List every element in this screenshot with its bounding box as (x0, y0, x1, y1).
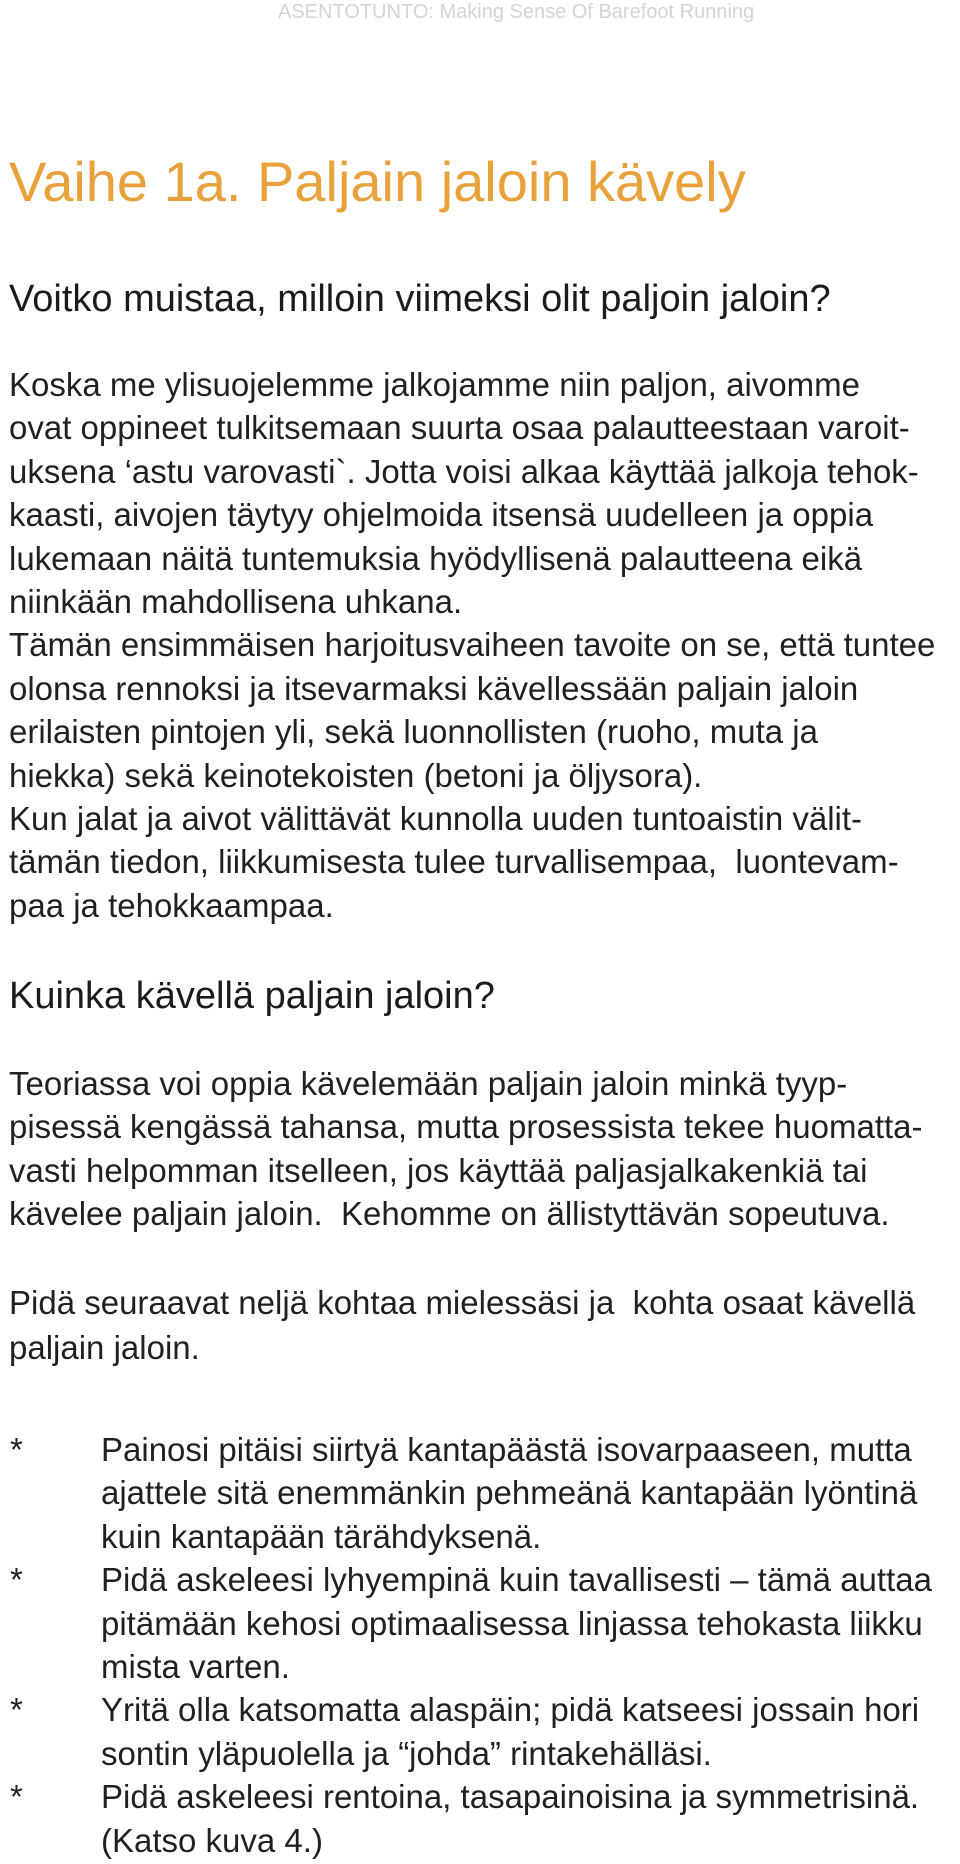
intro-line: hiekka) sekä keinotekoisten (betoni ja öljysora). (9, 756, 703, 794)
tip-line: Painosi pitäisi siirtyä kantapäästä isovarpaaseen, mutta (101, 1431, 912, 1468)
intro-line: tämän tiedon, liikkumisesta tulee turvallisempaa, luontevam- (9, 843, 899, 881)
intro-line: olonsa rennoksi ja itsevarmaksi kävellessään paljain jaloin (9, 669, 859, 707)
tip-line: (Katso kuva 4.) (101, 1821, 323, 1859)
list-item (9, 1558, 932, 1688)
theory-line: pisessä kengässä tahansa, mutta prosessista tekee huomatta- (9, 1108, 923, 1146)
intro-line: uksena ‘astu varovasti`. Jotta voisi alkaa käyttää jalkoja tehok- (9, 452, 919, 490)
page-title: Vaihe 1a. Paljain jaloin kävely (9, 150, 746, 213)
bullet-marker: * (10, 1561, 23, 1599)
bullet-marker: * (10, 1778, 23, 1816)
tip-text (101, 1775, 932, 1862)
intro-line: erilaisten pintojen yli, sekä luonnollisten (ruoho, muta ja (9, 713, 818, 751)
tip-text (101, 1688, 932, 1775)
bullet-marker: * (10, 1691, 23, 1729)
running-title: ASENTOTUNTO: Making Sense Of Barefoot Running (278, 1, 755, 23)
intro-paragraph (9, 363, 935, 927)
instruction-paragraph (9, 1280, 915, 1370)
tip-text (101, 1428, 932, 1558)
intro-line: Tämän ensimmäisen harjoitusvaiheen tavoite on se, että tuntee (9, 626, 936, 664)
intro-line: ovat oppineet tulkitsemaan suurta osaa palautteestaan varoit- (9, 409, 910, 447)
tip-line: Pidä askeleesi rentoina, tasapainoisina ja symmetrisinä. (101, 1778, 920, 1816)
theory-paragraph (9, 1062, 923, 1236)
intro-line: Kun jalat ja aivot välittävät kunnolla uuden tuntoaistin välit- (9, 800, 863, 838)
list-item (9, 1428, 932, 1558)
tip-line: sontin yläpuolella ja “johda” rintakehälläsi. (101, 1734, 712, 1772)
section-heading: Kuinka kävellä paljain jaloin? (9, 975, 495, 1017)
bullet-marker: * (10, 1431, 23, 1468)
list-item (9, 1688, 932, 1775)
tip-line: Pidä askeleesi lyhyempinä kuin tavallisesti – tämä auttaa (101, 1561, 932, 1599)
tips-list (9, 1428, 932, 1862)
subtitle: Voitko muistaa, milloin viimeksi olit paljoin jaloin? (9, 278, 831, 320)
intro-line: Koska me ylisuojelemme jalkojamme niin paljon, aivomme (9, 366, 861, 403)
tip-line: ajattele sitä enemmänkin pehmeänä kantapään lyöntinä (101, 1474, 918, 1512)
theory-line: kävelee paljain jaloin. Kehomme on ällistyttävän sopeutuva. (9, 1195, 890, 1233)
tip-line: Yritä olla katsomatta alaspäin; pidä katseesi jossain hori (101, 1691, 920, 1729)
instruction-line: Pidä seuraavat neljä kohtaa mielessäsi ja kohta osaat kävellä (9, 1284, 916, 1321)
list-item (9, 1775, 932, 1862)
tip-text (101, 1558, 932, 1688)
tip-line: kuin kantapään tärähdyksenä. (101, 1517, 542, 1555)
tip-line: mista varten. (101, 1648, 290, 1686)
intro-line: paa ja tehokkaampaa. (9, 886, 334, 924)
instruction-line: paljain jaloin. (9, 1329, 200, 1366)
intro-line: kaasti, aivojen täytyy ohjelmoida itsensä uudelleen ja oppia (9, 496, 874, 534)
theory-line: vasti helpomman itselleen, jos käyttää paljasjalkakenkiä tai (9, 1151, 868, 1189)
intro-line: niinkään mahdollisena uhkana. (9, 583, 463, 621)
theory-line: Teoriassa voi oppia kävelemään paljain jaloin minkä tyyp- (9, 1065, 848, 1102)
intro-line: lukemaan näitä tuntemuksia hyödyllisenä palautteena eikä (9, 539, 863, 577)
tip-line: pitämään kehosi optimaalisessa linjassa tehokasta liikku (101, 1604, 923, 1642)
